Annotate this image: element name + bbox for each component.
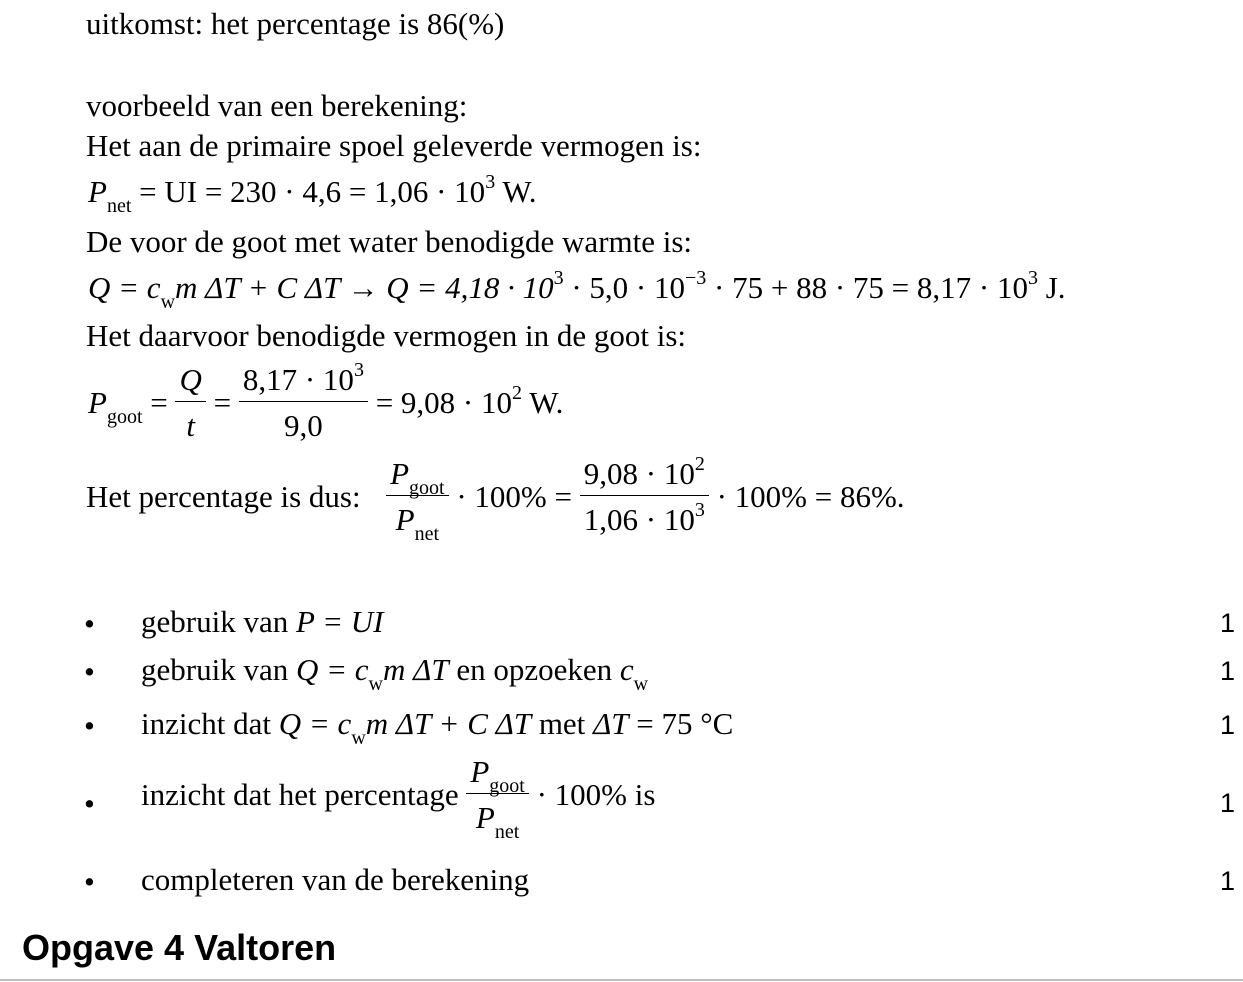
- eq3-sub: goot: [106, 406, 143, 428]
- eq3-frac1-num: Q: [175, 364, 205, 402]
- eq2-a: Q = c: [88, 270, 161, 305]
- eq1-exp: 3: [485, 171, 496, 193]
- criterion-5: [141, 864, 529, 895]
- criterion-5-text: completeren van de berekening: [141, 862, 530, 897]
- eq3-rhs-exp: 2: [512, 382, 522, 404]
- eq3-unit: W.: [522, 385, 564, 420]
- criterion-4-den-sym: P: [475, 800, 495, 835]
- eq1-unit: W.: [495, 174, 537, 209]
- eq4-f1-num-sym: P: [390, 456, 410, 491]
- equation-percentage: [86, 453, 905, 545]
- eq1-symbol: P: [88, 174, 107, 209]
- criterion-4-score: 1: [1219, 788, 1235, 818]
- bullet: •: [84, 708, 95, 743]
- bullet: •: [84, 864, 95, 899]
- criterion-4-fraction: [466, 754, 529, 843]
- criterion-3-text-c: = 75 °C: [628, 706, 734, 741]
- equation-power: [88, 171, 537, 217]
- criterion-2-math-a: Q = c: [295, 652, 369, 687]
- criterion-3-math-b: m ΔT + C ΔT: [365, 706, 532, 741]
- eq4-label: Het percentage is dus:: [86, 479, 361, 514]
- criterion-5-score: 1: [1219, 866, 1235, 896]
- criterion-4-num-sub: goot: [489, 775, 525, 797]
- bullet: •: [84, 606, 95, 641]
- criterion-3: [141, 706, 734, 749]
- criterion-3-text-b: met: [531, 706, 594, 741]
- eq3-symbol: P: [88, 385, 107, 420]
- bullet: •: [84, 786, 95, 821]
- eq4-f2-den: 1,06 · 10: [583, 502, 695, 537]
- eq3-fraction-q-t: [175, 364, 205, 441]
- criterion-3-math-a: Q = c: [278, 706, 352, 741]
- heat-intro-line: De voor de goot met water benodigde warmte is:: [86, 224, 693, 259]
- eq2-c-exp: −3: [684, 267, 707, 289]
- eq4-f2-num: 9,08 · 10: [583, 456, 695, 491]
- eq4-f1-den-sub: net: [414, 523, 440, 545]
- eq4-f1-num-sub: goot: [409, 477, 445, 499]
- eq3-frac2-num-exp: 3: [353, 359, 364, 381]
- criterion-3-math-c: ΔT: [593, 706, 629, 741]
- criterion-2-score: 1: [1219, 656, 1235, 686]
- eq2-b: m ΔT + C ΔT → Q = 4,18 · 10: [175, 270, 554, 305]
- eq3-rhs: = 9,08 · 10: [375, 385, 512, 420]
- criterion-2-tail-sub: w: [633, 673, 649, 695]
- bullet: •: [84, 654, 95, 689]
- eq4-end: · 100% = 86%.: [716, 479, 905, 514]
- criterion-1-math: P = UI: [295, 604, 384, 639]
- eq2-b-exp: 3: [553, 267, 564, 289]
- eq4-f1-den-sym: P: [395, 502, 415, 537]
- eq4-f2-num-exp: 2: [694, 453, 705, 475]
- eq3-frac1-den: t: [186, 408, 195, 443]
- section-heading: Opgave 4 Valtoren: [22, 927, 337, 968]
- eq4-fraction-values: [580, 453, 709, 537]
- eq2-unit: J.: [1037, 270, 1066, 305]
- eq4-mid: · 100% =: [456, 479, 572, 514]
- criterion-4-text-a: inzicht dat het percentage: [141, 777, 467, 812]
- criterion-1-text: gebruik van: [141, 604, 296, 639]
- criterion-1-score: 1: [1219, 608, 1235, 638]
- equation-heat: [88, 267, 1066, 313]
- criterion-2-text-a: gebruik van: [141, 652, 296, 687]
- criterion-3-math-sub: w: [351, 727, 366, 749]
- eq2-c: · 5,0 · 10: [563, 270, 685, 305]
- eq2-a-sub: w: [160, 291, 176, 313]
- criterion-2-math-sub: w: [368, 673, 383, 695]
- eq4-fraction-symbols: [386, 456, 449, 545]
- criterion-4-num-sym: P: [470, 754, 490, 789]
- criterion-3-score: 1: [1219, 710, 1235, 740]
- criterion-2-math-b: m ΔT: [383, 652, 449, 687]
- equation-goot: $P_{goot}$ = $\frac{Q}{t}$ = $\frac{8,17 \cdot 10^3}{9,0}$ = $9,08 \cdot 10^2$ W.: [88, 359, 564, 443]
- eq4-f2-den-exp: 3: [694, 499, 705, 521]
- criterion-2-text-b: en opzoeken: [448, 652, 620, 687]
- eq3-fraction-values: [239, 359, 368, 443]
- criterion-4: [141, 754, 656, 843]
- eq3-frac2-den: 9,0: [284, 408, 323, 443]
- criterion-1: [141, 606, 383, 637]
- eq3-frac2-num: 8,17 · 10: [242, 362, 354, 397]
- eq2-d-exp: 3: [1027, 267, 1038, 289]
- intro-line: voorbeeld van een berekening:: [86, 88, 468, 123]
- divider: [0, 979, 1243, 981]
- criterion-4-den-sub: net: [494, 821, 520, 843]
- criterion-3-text-a: inzicht dat: [141, 706, 279, 741]
- power-intro-line: Het aan de primaire spoel geleverde vermogen is:: [86, 128, 702, 163]
- criterion-2-tail: c: [619, 652, 634, 687]
- criterion-2: [141, 652, 649, 695]
- eq2-d: · 75 + 88 · 75 = 8,17 · 10: [706, 270, 1028, 305]
- result-line: uitkomst: het percentage is 86(%): [86, 6, 505, 41]
- eq1-body: = UI = 230 · 4,6 = 1,06 · 10: [131, 174, 486, 209]
- goot-intro-line: Het daarvoor benodigde vermogen in de goot is:: [86, 318, 687, 353]
- criterion-4-text-b: · 100% is: [536, 777, 656, 812]
- eq1-sub: net: [106, 195, 132, 217]
